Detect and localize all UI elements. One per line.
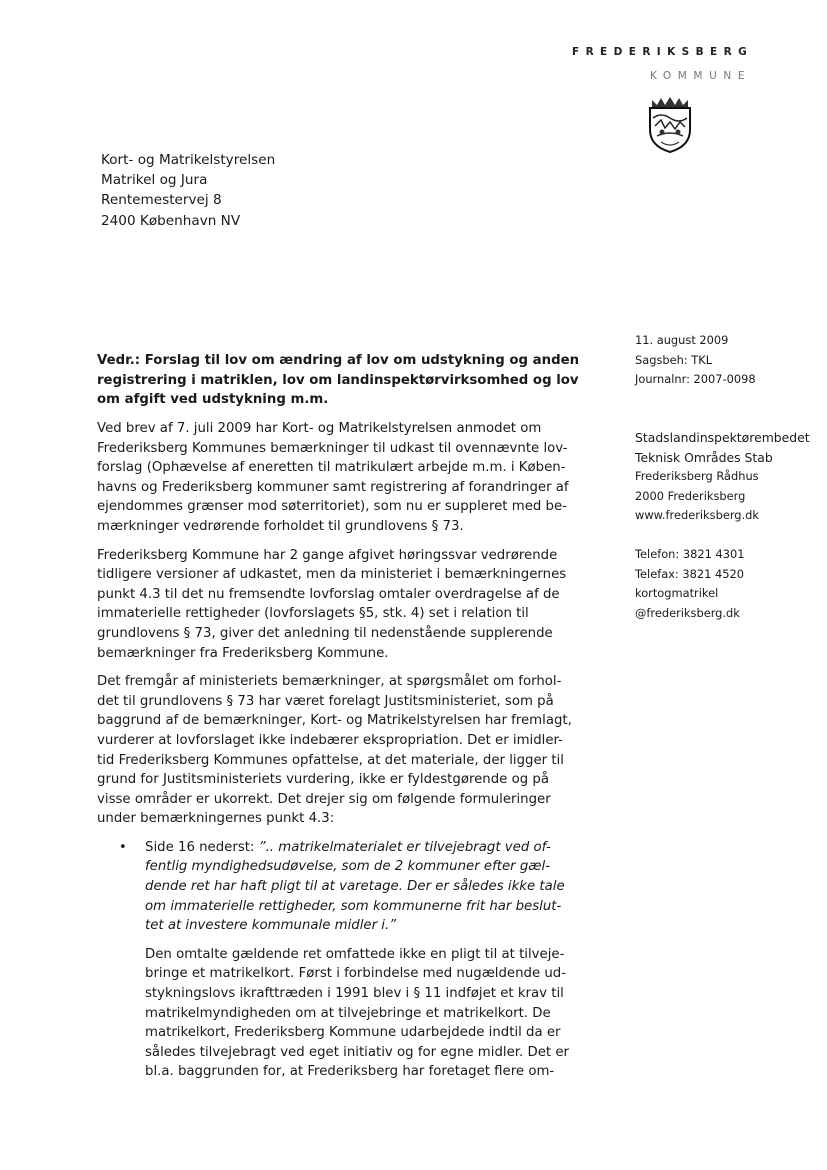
paragraph-2 <box>97 546 577 664</box>
sender-line: Frederiksberg Rådhus <box>635 469 759 484</box>
text-line: mærkninger vedrørende forholdet til grundlovens § 73. <box>97 518 464 534</box>
text-line: punkt 4.3 til det nu fremsendte lovforslag omtaler overdragelse af de <box>97 586 560 602</box>
text-line: vurderer at lovforslaget ikke indebærer ekspropriation. Det er imidler- <box>97 732 563 748</box>
email-user: kortogmatrikel <box>635 586 719 601</box>
text-line: baggrund af de bemærkninger, Kort- og Matrikelstyrelsen har fremlagt, <box>97 713 572 729</box>
text-line: Frederiksberg Kommune har 2 gange afgivet høringssvar vedrørende <box>97 547 558 563</box>
text-line: bringe et matrikelkort. Først i forbindelse med nugældende ud- <box>145 966 567 982</box>
recipient-line: Matrikel og Jura <box>101 172 208 189</box>
quote-text: ”.. matrikelmaterialet er tilvejebragt ved of- <box>258 839 551 855</box>
text-line: ejendommes grænser mod søterritoriet), som nu er suppleret med be- <box>97 499 567 515</box>
sender-website: www.frederiksberg.dk <box>635 508 759 523</box>
text-line: bl.a. baggrunden for, at Frederiksberg har foretaget flere om- <box>145 1064 555 1080</box>
sender-block <box>635 428 810 526</box>
recipient-line: 2400 København NV <box>101 212 241 229</box>
sender-line: Stadslandinspektørembedet <box>635 430 810 445</box>
sender-line: 2000 Frederiksberg <box>635 488 746 503</box>
text-line: Frederiksberg Kommunes bemærkninger til udkast til ovennævnte lov- <box>97 440 568 456</box>
letterhead-title: FREDERIKSBERG <box>572 46 754 58</box>
text-line: visse områder er ukorrekt. Det drejer sig om følgende formuleringer <box>97 791 551 807</box>
email-domain: @frederiksberg.dk <box>635 605 740 620</box>
letter-meta <box>635 331 756 390</box>
quote-text: om immaterielle rettigheder, som kommunerne frit har beslut- <box>145 898 562 914</box>
sender-line: Teknisk Områdes Stab <box>635 449 773 465</box>
text-line: matrikelkort, Frederiksberg Kommune udarbejdede indtil da er <box>145 1025 561 1041</box>
letter-body <box>97 419 577 1082</box>
letter-date: 11. august 2009 <box>635 333 729 347</box>
text-line: forslag (Ophævelse af eneretten til matrikulært arbejde m.m. i Køben- <box>97 460 566 476</box>
quote-text: dende ret har haft pligt til at varetage. Der er således ikke tale <box>145 879 565 895</box>
quote-text: fentlig myndighedsudøvelse, som de 2 kommuner efter gæl- <box>145 859 551 875</box>
recipient-line: Rentemestervej 8 <box>101 192 222 209</box>
text-line: Det fremgår af ministeriets bemærkninger, at spørgsmålet om forhol- <box>97 674 562 690</box>
subject-line: om afgift ved udstykning m.m. <box>97 392 329 407</box>
recipient-line: Kort- og Matrikelstyrelsen <box>101 152 276 168</box>
subject-line: registrering i matriklen, lov om landinspektørvirksomhed og lov <box>97 372 579 388</box>
text-line: tid Frederiksberg Kommunes opfattelse, at det materiale, der ligger til <box>97 752 564 768</box>
text-line: tidligere versioner af udkastet, men da ministeriet i bemærkningernes <box>97 567 567 583</box>
bullet-lead: Side 16 nederst: <box>145 839 259 855</box>
letterhead-subtitle: KOMMUNE <box>650 70 752 82</box>
fax: Telefax: 3821 4520 <box>635 566 744 581</box>
text-line: grundlovens § 73, giver det anledning til nedenstående supplerende <box>97 625 553 641</box>
text-line: således tilvejebragt ved eget initiativ og for egne midler. Det er <box>145 1044 569 1060</box>
paragraph-1 <box>97 419 577 537</box>
contact-block <box>635 545 744 623</box>
text-line: grund for Justitsministeriets vurdering, ikke er fyldestgørende og på <box>97 772 549 788</box>
bullet-item <box>97 838 577 1082</box>
text-line: Den omtalte gældende ret omfattede ikke en pligt til at tilveje- <box>145 946 565 962</box>
text-line: bemærkninger fra Frederiksberg Kommune. <box>97 645 389 661</box>
bullet-continuation <box>145 945 577 1082</box>
subject-heading <box>97 351 597 410</box>
subject-line: Vedr.: Forslag til lov om ændring af lov om udstykning og anden <box>97 353 580 368</box>
text-line: det til grundlovens § 73 har været forelagt Justitsministeriet, som på <box>97 693 554 709</box>
text-line <box>145 838 577 858</box>
recipient-address <box>101 150 275 231</box>
text-line: stykningslovs ikrafttræden i 1991 blev i § 11 indføjet et krav til <box>145 986 564 1002</box>
case-handler: Sagsbeh: TKL <box>635 352 713 367</box>
bullet-marker: • <box>119 839 127 855</box>
text-line: immaterielle rettigheder (lovforslagets §5, stk. 4) set i relation til <box>97 606 529 622</box>
text-line: havns og Frederiksberg kommuner samt registrering af forandringer af <box>97 479 569 495</box>
paragraph-3 <box>97 672 577 829</box>
text-line: under bemærkningernes punkt 4.3: <box>97 811 335 827</box>
phone: Telefon: 3821 4301 <box>635 547 745 561</box>
journal-number: Journalnr: 2007-0098 <box>635 372 756 387</box>
text-line: matrikelmyndigheden om at tilvejebringe et matrikelkort. De <box>145 1005 551 1021</box>
coat-of-arms-logo <box>647 96 693 154</box>
text-line: Ved brev af 7. juli 2009 har Kort- og Matrikelstyrelsen anmodet om <box>97 421 542 436</box>
quote-text: tet at investere kommunale midler i.” <box>145 918 397 934</box>
